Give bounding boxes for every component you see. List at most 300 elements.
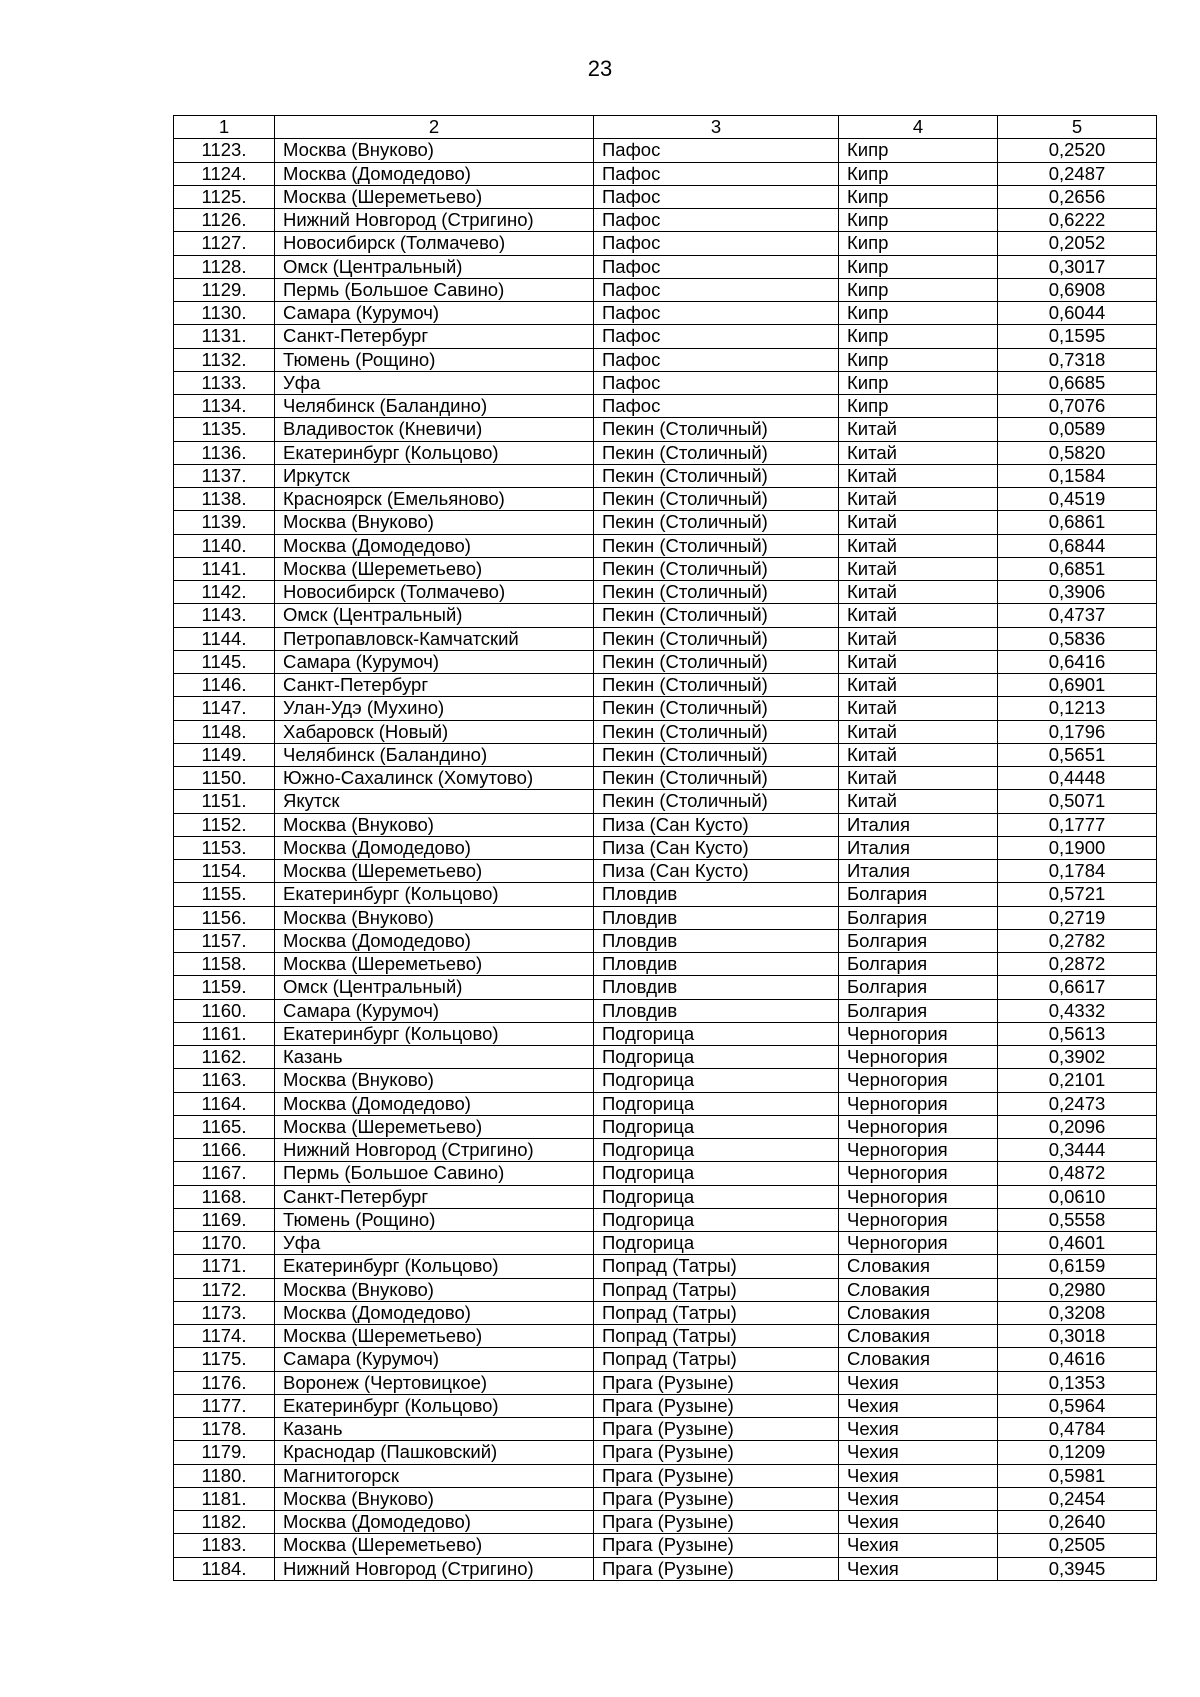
header-cell-2: 2 (275, 116, 594, 139)
value-cell: 0,6861 (998, 511, 1157, 534)
value-cell: 0,3945 (998, 1557, 1157, 1580)
country-cell: Словакия (839, 1348, 998, 1371)
table-row (174, 395, 1157, 418)
value-cell: 0,5613 (998, 1022, 1157, 1045)
table-row (174, 1208, 1157, 1231)
country-cell: Кипр (839, 162, 998, 185)
country-cell: Болгария (839, 976, 998, 999)
table-row (174, 860, 1157, 883)
destination-cell: Пекин (Столичный) (594, 511, 839, 534)
value-cell: 0,5981 (998, 1464, 1157, 1487)
value-cell: 0,2096 (998, 1115, 1157, 1138)
destination-cell: Попрад (Татры) (594, 1348, 839, 1371)
table-row (174, 488, 1157, 511)
destination-cell: Пафос (594, 255, 839, 278)
destination-cell: Прага (Рузыне) (594, 1557, 839, 1580)
value-cell: 0,4784 (998, 1418, 1157, 1441)
origin-cell: Москва (Домодедово) (275, 836, 594, 859)
row-number-cell: 1171. (174, 1255, 275, 1278)
origin-cell: Москва (Шереметьево) (275, 953, 594, 976)
origin-cell: Москва (Домодедово) (275, 1092, 594, 1115)
value-cell: 0,3017 (998, 255, 1157, 278)
country-cell: Китай (839, 604, 998, 627)
origin-cell: Казань (275, 1418, 594, 1441)
destination-cell: Прага (Рузыне) (594, 1534, 839, 1557)
row-number-cell: 1152. (174, 813, 275, 836)
country-cell: Чехия (839, 1464, 998, 1487)
country-cell: Словакия (839, 1325, 998, 1348)
table-row (174, 1557, 1157, 1580)
value-cell: 0,4737 (998, 604, 1157, 627)
country-cell: Черногория (839, 1115, 998, 1138)
value-cell: 0,6851 (998, 557, 1157, 580)
value-cell: 0,5651 (998, 743, 1157, 766)
country-cell: Болгария (839, 999, 998, 1022)
destination-cell: Прага (Рузыне) (594, 1418, 839, 1441)
row-number-cell: 1126. (174, 209, 275, 232)
row-number-cell: 1184. (174, 1557, 275, 1580)
row-number-cell: 1169. (174, 1208, 275, 1231)
destination-cell: Пафос (594, 371, 839, 394)
value-cell: 0,1209 (998, 1441, 1157, 1464)
row-number-cell: 1144. (174, 627, 275, 650)
row-number-cell: 1179. (174, 1441, 275, 1464)
origin-cell: Тюмень (Рощино) (275, 1208, 594, 1231)
destination-cell: Пловдив (594, 999, 839, 1022)
header-cell-1: 1 (174, 116, 275, 139)
destination-cell: Пекин (Столичный) (594, 674, 839, 697)
country-cell: Китай (839, 557, 998, 580)
table-row (174, 1487, 1157, 1510)
row-number-cell: 1172. (174, 1278, 275, 1301)
table-row (174, 627, 1157, 650)
header-row (174, 116, 1157, 139)
row-number-cell: 1170. (174, 1232, 275, 1255)
destination-cell: Пафос (594, 162, 839, 185)
country-cell: Кипр (839, 255, 998, 278)
destination-cell: Пафос (594, 302, 839, 325)
table-row (174, 255, 1157, 278)
origin-cell: Новосибирск (Толмачево) (275, 232, 594, 255)
table-row (174, 139, 1157, 162)
origin-cell: Магнитогорск (275, 1464, 594, 1487)
value-cell: 0,2980 (998, 1278, 1157, 1301)
destination-cell: Подгорица (594, 1139, 839, 1162)
value-cell: 0,5558 (998, 1208, 1157, 1231)
table-row (174, 813, 1157, 836)
value-cell: 0,4616 (998, 1348, 1157, 1371)
value-cell: 0,2520 (998, 139, 1157, 162)
origin-cell: Москва (Домодедово) (275, 534, 594, 557)
origin-cell: Москва (Домодедово) (275, 1511, 594, 1534)
country-cell: Кипр (839, 371, 998, 394)
destination-cell: Попрад (Татры) (594, 1301, 839, 1324)
destination-cell: Пекин (Столичный) (594, 790, 839, 813)
value-cell: 0,3444 (998, 1139, 1157, 1162)
origin-cell: Омск (Центральный) (275, 255, 594, 278)
value-cell: 0,5964 (998, 1394, 1157, 1417)
country-cell: Кипр (839, 302, 998, 325)
row-number-cell: 1161. (174, 1022, 275, 1045)
destination-cell: Прага (Рузыне) (594, 1487, 839, 1510)
origin-cell: Москва (Внуково) (275, 813, 594, 836)
destination-cell: Пекин (Столичный) (594, 418, 839, 441)
origin-cell: Москва (Внуково) (275, 139, 594, 162)
destination-cell: Пафос (594, 185, 839, 208)
row-number-cell: 1147. (174, 697, 275, 720)
origin-cell: Пермь (Большое Савино) (275, 278, 594, 301)
value-cell: 0,1584 (998, 464, 1157, 487)
table-row (174, 1371, 1157, 1394)
value-cell: 0,6416 (998, 650, 1157, 673)
origin-cell: Пермь (Большое Савино) (275, 1162, 594, 1185)
value-cell: 0,6222 (998, 209, 1157, 232)
country-cell: Болгария (839, 929, 998, 952)
table-row (174, 162, 1157, 185)
destination-cell: Пафос (594, 348, 839, 371)
value-cell: 0,7318 (998, 348, 1157, 371)
table-row (174, 371, 1157, 394)
origin-cell: Екатеринбург (Кольцово) (275, 1394, 594, 1417)
table-row (174, 1325, 1157, 1348)
row-number-cell: 1162. (174, 1046, 275, 1069)
row-number-cell: 1151. (174, 790, 275, 813)
destination-cell: Пекин (Столичный) (594, 627, 839, 650)
value-cell: 0,6844 (998, 534, 1157, 557)
table-row (174, 1278, 1157, 1301)
row-number-cell: 1135. (174, 418, 275, 441)
value-cell: 0,2505 (998, 1534, 1157, 1557)
destination-cell: Пиза (Сан Кусто) (594, 813, 839, 836)
destination-cell: Пекин (Столичный) (594, 488, 839, 511)
row-number-cell: 1127. (174, 232, 275, 255)
row-number-cell: 1174. (174, 1325, 275, 1348)
table-row (174, 1301, 1157, 1324)
origin-cell: Хабаровск (Новый) (275, 720, 594, 743)
destination-cell: Пафос (594, 325, 839, 348)
table-row (174, 302, 1157, 325)
origin-cell: Южно-Сахалинск (Хомутово) (275, 767, 594, 790)
value-cell: 0,2101 (998, 1069, 1157, 1092)
country-cell: Чехия (839, 1394, 998, 1417)
origin-cell: Иркутск (275, 464, 594, 487)
destination-cell: Подгорица (594, 1046, 839, 1069)
value-cell: 0,1900 (998, 836, 1157, 859)
table-row (174, 790, 1157, 813)
country-cell: Китай (839, 488, 998, 511)
row-number-cell: 1177. (174, 1394, 275, 1417)
table-row (174, 1115, 1157, 1138)
row-number-cell: 1138. (174, 488, 275, 511)
row-number-cell: 1157. (174, 929, 275, 952)
table-row (174, 1348, 1157, 1371)
table-header (174, 116, 1157, 139)
row-number-cell: 1131. (174, 325, 275, 348)
origin-cell: Москва (Домодедово) (275, 162, 594, 185)
country-cell: Черногория (839, 1232, 998, 1255)
table-row (174, 1162, 1157, 1185)
origin-cell: Нижний Новгород (Стригино) (275, 209, 594, 232)
table-row (174, 743, 1157, 766)
destination-cell: Подгорица (594, 1115, 839, 1138)
country-cell: Китай (839, 767, 998, 790)
destination-cell: Пекин (Столичный) (594, 767, 839, 790)
origin-cell: Якутск (275, 790, 594, 813)
row-number-cell: 1176. (174, 1371, 275, 1394)
value-cell: 0,1784 (998, 860, 1157, 883)
row-number-cell: 1154. (174, 860, 275, 883)
value-cell: 0,2640 (998, 1511, 1157, 1534)
destination-cell: Пекин (Столичный) (594, 650, 839, 673)
destination-cell: Пафос (594, 139, 839, 162)
value-cell: 0,5820 (998, 441, 1157, 464)
country-cell: Чехия (839, 1441, 998, 1464)
country-cell: Черногория (839, 1185, 998, 1208)
destination-cell: Пловдив (594, 953, 839, 976)
table-row (174, 1139, 1157, 1162)
destination-cell: Подгорица (594, 1022, 839, 1045)
value-cell: 0,4448 (998, 767, 1157, 790)
row-number-cell: 1167. (174, 1162, 275, 1185)
value-cell: 0,6159 (998, 1255, 1157, 1278)
row-number-cell: 1159. (174, 976, 275, 999)
destination-cell: Пафос (594, 395, 839, 418)
header-cell-5: 5 (998, 116, 1157, 139)
row-number-cell: 1165. (174, 1115, 275, 1138)
value-cell: 0,2473 (998, 1092, 1157, 1115)
row-number-cell: 1180. (174, 1464, 275, 1487)
country-cell: Черногория (839, 1046, 998, 1069)
table-row (174, 1092, 1157, 1115)
destination-cell: Пафос (594, 278, 839, 301)
origin-cell: Москва (Внуково) (275, 1069, 594, 1092)
value-cell: 0,1595 (998, 325, 1157, 348)
origin-cell: Москва (Шереметьево) (275, 1534, 594, 1557)
row-number-cell: 1137. (174, 464, 275, 487)
value-cell: 0,7076 (998, 395, 1157, 418)
country-cell: Китай (839, 743, 998, 766)
table-row (174, 1022, 1157, 1045)
destination-cell: Прага (Рузыне) (594, 1371, 839, 1394)
origin-cell: Москва (Шереметьево) (275, 860, 594, 883)
table-row (174, 953, 1157, 976)
value-cell: 0,5836 (998, 627, 1157, 650)
table-row (174, 1232, 1157, 1255)
value-cell: 0,3902 (998, 1046, 1157, 1069)
row-number-cell: 1143. (174, 604, 275, 627)
origin-cell: Самара (Курумоч) (275, 650, 594, 673)
origin-cell: Краснодар (Пашковский) (275, 1441, 594, 1464)
table-row (174, 418, 1157, 441)
destination-cell: Пафос (594, 209, 839, 232)
origin-cell: Москва (Внуково) (275, 1278, 594, 1301)
origin-cell: Москва (Внуково) (275, 906, 594, 929)
destination-cell: Пловдив (594, 976, 839, 999)
country-cell: Словакия (839, 1301, 998, 1324)
origin-cell: Уфа (275, 371, 594, 394)
destination-cell: Пафос (594, 232, 839, 255)
table-row (174, 836, 1157, 859)
row-number-cell: 1140. (174, 534, 275, 557)
table-row (174, 278, 1157, 301)
table-body (174, 139, 1157, 1581)
country-cell: Китай (839, 697, 998, 720)
country-cell: Болгария (839, 906, 998, 929)
origin-cell: Нижний Новгород (Стригино) (275, 1139, 594, 1162)
destination-cell: Прага (Рузыне) (594, 1464, 839, 1487)
value-cell: 0,0589 (998, 418, 1157, 441)
table-row (174, 604, 1157, 627)
data-table (173, 115, 1157, 1581)
country-cell: Словакия (839, 1278, 998, 1301)
origin-cell: Москва (Домодедово) (275, 929, 594, 952)
destination-cell: Пекин (Столичный) (594, 604, 839, 627)
table-row (174, 441, 1157, 464)
value-cell: 0,1796 (998, 720, 1157, 743)
value-cell: 0,5721 (998, 883, 1157, 906)
table-row (174, 650, 1157, 673)
table-row (174, 325, 1157, 348)
table-row (174, 883, 1157, 906)
destination-cell: Пекин (Столичный) (594, 581, 839, 604)
table-row (174, 511, 1157, 534)
origin-cell: Улан-Удэ (Мухино) (275, 697, 594, 720)
value-cell: 0,2872 (998, 953, 1157, 976)
value-cell: 0,2782 (998, 929, 1157, 952)
country-cell: Чехия (839, 1534, 998, 1557)
table-row (174, 1464, 1157, 1487)
table-row (174, 1534, 1157, 1557)
table-row (174, 232, 1157, 255)
row-number-cell: 1136. (174, 441, 275, 464)
value-cell: 0,6901 (998, 674, 1157, 697)
origin-cell: Владивосток (Кневичи) (275, 418, 594, 441)
country-cell: Черногория (839, 1162, 998, 1185)
row-number-cell: 1182. (174, 1511, 275, 1534)
value-cell: 0,3208 (998, 1301, 1157, 1324)
destination-cell: Пиза (Сан Кусто) (594, 860, 839, 883)
destination-cell: Пекин (Столичный) (594, 697, 839, 720)
row-number-cell: 1123. (174, 139, 275, 162)
country-cell: Кипр (839, 278, 998, 301)
row-number-cell: 1145. (174, 650, 275, 673)
country-cell: Китай (839, 464, 998, 487)
destination-cell: Пекин (Столичный) (594, 743, 839, 766)
row-number-cell: 1139. (174, 511, 275, 534)
row-number-cell: 1156. (174, 906, 275, 929)
country-cell: Чехия (839, 1371, 998, 1394)
value-cell: 0,1213 (998, 697, 1157, 720)
destination-cell: Подгорица (594, 1092, 839, 1115)
destination-cell: Подгорица (594, 1185, 839, 1208)
country-cell: Кипр (839, 185, 998, 208)
origin-cell: Казань (275, 1046, 594, 1069)
origin-cell: Екатеринбург (Кольцово) (275, 441, 594, 464)
header-cell-3: 3 (594, 116, 839, 139)
origin-cell: Москва (Шереметьево) (275, 185, 594, 208)
value-cell: 0,6617 (998, 976, 1157, 999)
row-number-cell: 1142. (174, 581, 275, 604)
origin-cell: Нижний Новгород (Стригино) (275, 1557, 594, 1580)
value-cell: 0,1353 (998, 1371, 1157, 1394)
country-cell: Чехия (839, 1511, 998, 1534)
destination-cell: Подгорица (594, 1162, 839, 1185)
destination-cell: Подгорица (594, 1232, 839, 1255)
country-cell: Болгария (839, 953, 998, 976)
row-number-cell: 1153. (174, 836, 275, 859)
row-number-cell: 1173. (174, 1301, 275, 1324)
origin-cell: Омск (Центральный) (275, 976, 594, 999)
table-row (174, 976, 1157, 999)
table-row (174, 348, 1157, 371)
destination-cell: Пекин (Столичный) (594, 720, 839, 743)
table-row (174, 929, 1157, 952)
row-number-cell: 1183. (174, 1534, 275, 1557)
table-row (174, 1069, 1157, 1092)
country-cell: Чехия (839, 1418, 998, 1441)
destination-cell: Пловдив (594, 906, 839, 929)
row-number-cell: 1163. (174, 1069, 275, 1092)
table-row (174, 534, 1157, 557)
table-row (174, 209, 1157, 232)
row-number-cell: 1168. (174, 1185, 275, 1208)
country-cell: Китай (839, 674, 998, 697)
origin-cell: Тюмень (Рощино) (275, 348, 594, 371)
value-cell: 0,2656 (998, 185, 1157, 208)
origin-cell: Челябинск (Баландино) (275, 743, 594, 766)
table-row (174, 1418, 1157, 1441)
country-cell: Италия (839, 860, 998, 883)
row-number-cell: 1166. (174, 1139, 275, 1162)
country-cell: Китай (839, 581, 998, 604)
row-number-cell: 1181. (174, 1487, 275, 1510)
row-number-cell: 1150. (174, 767, 275, 790)
country-cell: Черногория (839, 1208, 998, 1231)
value-cell: 0,6908 (998, 278, 1157, 301)
origin-cell: Москва (Домодедово) (275, 1301, 594, 1324)
value-cell: 0,4601 (998, 1232, 1157, 1255)
origin-cell: Уфа (275, 1232, 594, 1255)
destination-cell: Пекин (Столичный) (594, 534, 839, 557)
table-row (174, 906, 1157, 929)
row-number-cell: 1155. (174, 883, 275, 906)
origin-cell: Екатеринбург (Кольцово) (275, 1022, 594, 1045)
country-cell: Китай (839, 534, 998, 557)
table-row (174, 581, 1157, 604)
row-number-cell: 1132. (174, 348, 275, 371)
row-number-cell: 1124. (174, 162, 275, 185)
table-row (174, 1255, 1157, 1278)
value-cell: 0,1777 (998, 813, 1157, 836)
value-cell: 0,2487 (998, 162, 1157, 185)
origin-cell: Новосибирск (Толмачево) (275, 581, 594, 604)
table-row (174, 767, 1157, 790)
row-number-cell: 1146. (174, 674, 275, 697)
destination-cell: Пекин (Столичный) (594, 441, 839, 464)
country-cell: Кипр (839, 232, 998, 255)
country-cell: Черногория (839, 1022, 998, 1045)
destination-cell: Пловдив (594, 929, 839, 952)
destination-cell: Попрад (Татры) (594, 1278, 839, 1301)
value-cell: 0,6685 (998, 371, 1157, 394)
country-cell: Чехия (839, 1557, 998, 1580)
destination-cell: Пловдив (594, 883, 839, 906)
row-number-cell: 1125. (174, 185, 275, 208)
row-number-cell: 1134. (174, 395, 275, 418)
row-number-cell: 1133. (174, 371, 275, 394)
origin-cell: Екатеринбург (Кольцово) (275, 883, 594, 906)
value-cell: 0,6044 (998, 302, 1157, 325)
